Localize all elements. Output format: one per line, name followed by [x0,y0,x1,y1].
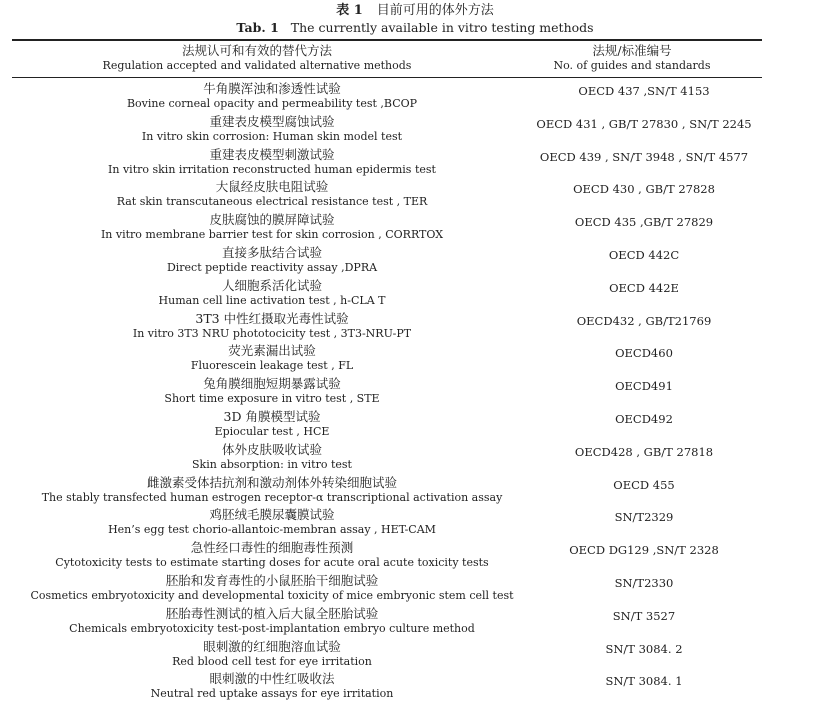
method-name-en: Rat skin transcutaneous electrical resistance test , TER [116,195,428,209]
table-row [12,146,762,179]
standard-number: OECD 442E [609,280,679,295]
method-name-cn: 重建表皮模型刺激试验 [209,146,335,162]
method-name-cn: 重建表皮模型腐蚀试验 [209,113,335,129]
table-row [12,572,762,605]
table-row [12,310,762,343]
column-header-methods-cn: 法规认可和有效的替代方法 [181,43,332,58]
method-name-cn: 胚胎和发育毒性的小鼠胚胎干细胞试验 [165,573,379,588]
table-row [12,342,762,375]
table-row [12,244,762,277]
method-name-cn: 大鼠经皮肤电阻试验 [215,179,329,195]
table-row [12,638,762,671]
method-name-cn: 雌激素受体拮抗剂和激动剂体外转染细胞试验 [146,474,397,490]
method-name-cn: 皮肤腐蚀的膜屏障试验 [209,212,335,228]
method-name-cn: 兔角膜细胞短期暴露试验 [203,376,341,392]
standard-number: OECD 455 [613,477,675,492]
method-name-cn: 人细胞系活化试验 [221,277,322,293]
method-name-en: Hen’s egg test chorio-allantoic-membran assay , HET-CAM [108,523,436,537]
table-row [12,277,762,310]
table-row [12,605,762,638]
method-name-cn: 眼刺激的中性红吸收法 [209,671,335,687]
table-row [12,80,762,113]
column-header-methods-en: Regulation accepted and validated alternative methods [102,59,412,72]
method-name-cn: 3D 角膜模型试验 [223,409,321,424]
method-name-cn: 荧光素漏出试验 [228,343,316,359]
standard-number: OECD491 [615,379,673,394]
method-name-en: In vitro skin corrosion: Human skin model test [141,129,403,143]
method-name-cn: 眼刺激的红细胞溶血试验 [203,638,341,654]
method-name-en: Skin absorption: in vitro test [192,457,352,471]
table-caption-en [0,20,830,36]
table-title-en: The currently available in vitro testing methods [290,20,594,35]
table-row [12,670,762,703]
method-name-en: Red blood cell test for eye irritation [172,654,372,668]
table-label-cn: 表 1 [336,3,363,18]
standard-number: SN/T 3084. 2 [605,641,683,656]
standard-number: OECD 439 , SN/T 3948 , SN/T 4577 [539,149,749,164]
method-name-cn: 3T3 中性红摄取光毒性试验 [195,310,349,326]
method-name-en: Short time exposure in vitro test , STE [164,392,380,406]
method-name-en: Bovine corneal opacity and permeability test ,BCOP [126,97,418,110]
standard-number: OECD460 [615,346,673,361]
method-name-en: In vitro 3T3 NRU phototocicity test , 3T3-NRU-PT [132,326,412,340]
standard-number: SN/T 3527 [612,608,676,623]
column-header-standards [502,43,762,73]
table-label-en: Tab. 1 [236,20,279,35]
table-row [12,539,762,572]
table-row [12,441,762,474]
method-name-cn: 直接多肽结合试验 [221,245,322,260]
method-name-en: Cytotoxicity tests to estimate starting doses for acute oral acute toxicity tests [55,556,489,570]
table-title-cn: 目前可用的体外方法 [376,3,494,18]
method-name-cn: 急性经口毒性的细胞毒性预测 [190,540,354,556]
standard-number: OECD 430 , GB/T 27828 [573,182,715,197]
table-row [12,113,762,146]
table-row [12,474,762,507]
table-row [12,211,762,244]
method-name-en: In vitro membrane barrier test for skin corrosion , CORRTOX [100,228,444,242]
method-name-en: Neutral red uptake assays for eye irritation [150,687,394,701]
method-name-en: Human cell line activation test , h-CLA T [158,293,386,307]
standard-number: OECD 435 ,GB/T 27829 [574,215,714,230]
method-name-en: In vitro skin irritation reconstructed human epidermis test [108,162,436,176]
method-name-cn: 牛角膜浑浊和渗透性试验 [203,81,341,96]
method-name-cn: 体外皮肤吸收试验 [221,441,322,457]
method-name-en: Fluorescein leakage test , FL [190,359,354,373]
standard-number: OECD DG129 ,SN/T 2328 [569,543,719,558]
standard-number: OECD492 [615,412,673,426]
standard-number: SN/T 3084. 1 [605,674,683,689]
standard-number: SN/T2329 [614,510,674,525]
method-name-cn: 鸡胚绒毛膜尿囊膜试验 [209,507,335,523]
table-row [12,178,762,211]
top-rule [12,39,762,41]
method-name-en: Epiocular test , HCE [214,425,330,438]
standard-number: OECD 442C [608,248,680,262]
table-row [12,408,762,441]
column-header-methods [12,43,502,73]
standard-number: OECD432 , GB/T21769 [576,313,712,328]
method-name-en: The stably transfected human estrogen receptor-α transcriptional activation assay [41,490,503,504]
standard-number: OECD 431 , GB/T 27830 , SN/T 2245 [536,116,752,131]
column-header-standards-cn: 法规/标准编号 [592,43,672,58]
method-name-cn: 胚胎毒性测试的植入后大鼠全胚胎试验 [165,605,379,621]
standard-number: OECD 437 ,SN/T 4153 [578,84,710,98]
method-name-en: Chemicals embryotoxicity test-post-implantation embryo culture method [69,621,475,635]
method-name-en: Direct peptide reactivity assay ,DPRA [166,261,378,274]
table-row [12,375,762,408]
header-rule [12,77,762,78]
standard-number: OECD428 , GB/T 27818 [574,444,714,459]
method-name-en: Cosmetics embryotoxicity and developmental toxicity of mice embryonic stem cell test [30,589,514,602]
standard-number: SN/T2330 [614,576,674,590]
table-caption-cn [0,3,830,19]
column-header-standards-en: No. of guides and standards [553,59,711,72]
table-row [12,506,762,539]
